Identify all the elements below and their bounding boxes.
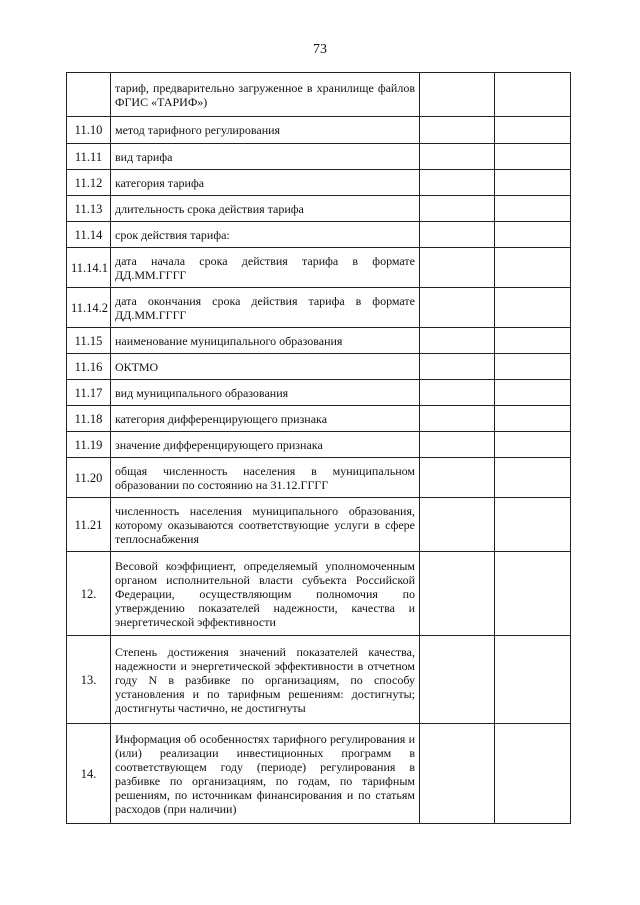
- row-number: 11.21: [67, 498, 111, 552]
- value-cell: [495, 380, 571, 406]
- value-cell: [420, 196, 495, 222]
- value-cell: [495, 170, 571, 196]
- value-cell: [420, 354, 495, 380]
- row-description: общая численность населения в муниципальном образовании по состоянию на 31.12.ГГГГ: [111, 458, 420, 498]
- row-number: [67, 73, 111, 117]
- value-cell: [495, 458, 571, 498]
- row-number: 13.: [67, 636, 111, 724]
- table-row: [67, 196, 571, 222]
- row-description: наименование муниципального образования: [111, 328, 420, 354]
- value-cell: [495, 636, 571, 724]
- value-cell: [420, 498, 495, 552]
- table-row: [67, 354, 571, 380]
- table-row: [67, 406, 571, 432]
- value-cell: [495, 144, 571, 170]
- table-row: [67, 552, 571, 636]
- value-cell: [495, 117, 571, 144]
- table-row: [67, 117, 571, 144]
- value-cell: [495, 354, 571, 380]
- value-cell: [495, 552, 571, 636]
- row-description: вид муниципального образования: [111, 380, 420, 406]
- table-row: [67, 636, 571, 724]
- table-row: [67, 73, 571, 117]
- value-cell: [495, 328, 571, 354]
- row-description: Степень достижения значений показателей качества, надежности и энергетической эффективности в отчетном году N в разбивке по организациям, по способу установления и по тарифным решениям: достигнуты; достигнуты частично, не достигнуты: [111, 636, 420, 724]
- row-number: 11.15: [67, 328, 111, 354]
- row-number: 11.14: [67, 222, 111, 248]
- row-description: Информация об особенностях тарифного регулирования и (или) реализации инвестиционных программ в соответствующем году (периоде) регулирования в разбивке по организациям, по годам, по тарифным решениям, по источникам финансирования и по статьям расходов (при наличии): [111, 724, 420, 824]
- row-description: длительность срока действия тарифа: [111, 196, 420, 222]
- row-number: 14.: [67, 724, 111, 824]
- value-cell: [420, 170, 495, 196]
- value-cell: [420, 248, 495, 288]
- value-cell: [420, 552, 495, 636]
- value-cell: [420, 724, 495, 824]
- row-number: 11.11: [67, 144, 111, 170]
- value-cell: [420, 222, 495, 248]
- value-cell: [495, 222, 571, 248]
- value-cell: [495, 724, 571, 824]
- row-number: 11.12: [67, 170, 111, 196]
- value-cell: [420, 432, 495, 458]
- value-cell: [495, 432, 571, 458]
- row-number: 11.18: [67, 406, 111, 432]
- value-cell: [420, 117, 495, 144]
- row-description: категория тарифа: [111, 170, 420, 196]
- row-description: дата окончания срока действия тарифа в формате ДД.ММ.ГГГГ: [111, 288, 420, 328]
- value-cell: [420, 328, 495, 354]
- table-row: [67, 328, 571, 354]
- row-number: 11.14.1: [67, 248, 111, 288]
- value-cell: [420, 458, 495, 498]
- row-description: метод тарифного регулирования: [111, 117, 420, 144]
- row-description: численность населения муниципального образования, которому оказываются соответствующие услуги в сфере теплоснабжения: [111, 498, 420, 552]
- table-row: [67, 380, 571, 406]
- indicator-table: [66, 72, 571, 824]
- value-cell: [420, 380, 495, 406]
- row-description: срок действия тарифа:: [111, 222, 420, 248]
- row-number: 11.14.2: [67, 288, 111, 328]
- table-row: [67, 724, 571, 824]
- table-row: [67, 432, 571, 458]
- row-number: 11.19: [67, 432, 111, 458]
- row-description: ОКТМО: [111, 354, 420, 380]
- table-row: [67, 144, 571, 170]
- row-description: Весовой коэффициент, определяемый уполномоченным органом исполнительной власти субъекта Российской Федерации, осуществляющим полномочия по утверждению показателей надежности, качества и энергетической эффективности: [111, 552, 420, 636]
- value-cell: [420, 73, 495, 117]
- table-row: [67, 170, 571, 196]
- row-description: тариф, предварительно загруженное в хранилище файлов ФГИС «ТАРИФ»): [111, 73, 420, 117]
- page-number: 73: [313, 42, 327, 57]
- table-row: [67, 498, 571, 552]
- row-number: 11.17: [67, 380, 111, 406]
- table-row: [67, 288, 571, 328]
- value-cell: [420, 636, 495, 724]
- table-row: [67, 248, 571, 288]
- row-number: 11.20: [67, 458, 111, 498]
- value-cell: [420, 288, 495, 328]
- value-cell: [420, 144, 495, 170]
- row-number: 12.: [67, 552, 111, 636]
- row-description: значение дифференцирующего признака: [111, 432, 420, 458]
- table-row: [67, 222, 571, 248]
- row-description: категория дифференцирующего признака: [111, 406, 420, 432]
- row-number: 11.13: [67, 196, 111, 222]
- value-cell: [495, 248, 571, 288]
- value-cell: [495, 288, 571, 328]
- value-cell: [420, 406, 495, 432]
- value-cell: [495, 498, 571, 552]
- value-cell: [495, 406, 571, 432]
- value-cell: [495, 196, 571, 222]
- row-number: 11.10: [67, 117, 111, 144]
- row-description: вид тарифа: [111, 144, 420, 170]
- row-description: дата начала срока действия тарифа в формате ДД.ММ.ГГГГ: [111, 248, 420, 288]
- row-number: 11.16: [67, 354, 111, 380]
- table-row: [67, 458, 571, 498]
- value-cell: [495, 73, 571, 117]
